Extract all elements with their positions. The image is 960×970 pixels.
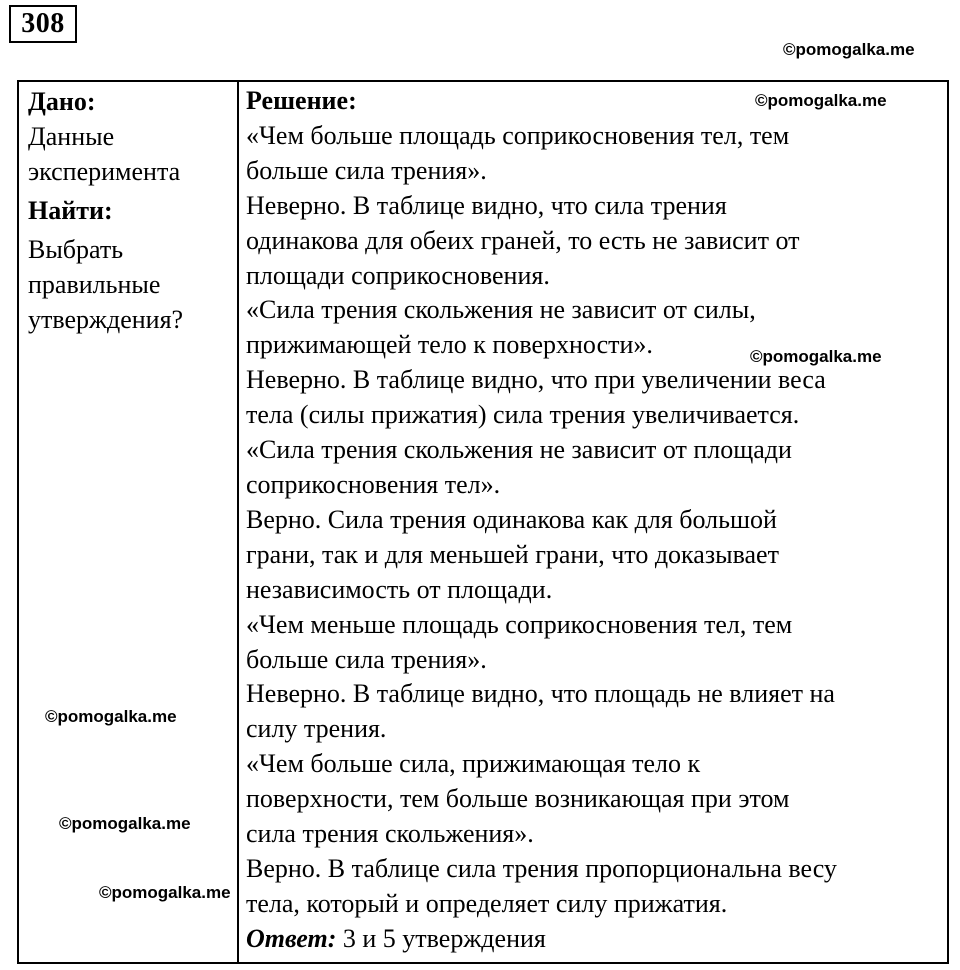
solution-line: «Сила трения скольжения не зависит от силы, [246,295,756,325]
solution-line: грани, так и для меньшей грани, что доказывает [246,539,779,569]
solution-line: Верно. В таблице сила трения пропорциональна весу [246,853,837,883]
solution-line: «Чем больше площадь соприкосновения тел, тем [246,120,790,150]
solution-line: независимость от площади. [246,574,553,604]
solution-line: поверхности, тем больше возникающая при этом [246,784,790,814]
solution-line: сила трения скольжения». [246,819,534,849]
solution-line: Неверно. В таблице видно, что площадь не влияет на [246,679,835,709]
given-heading: Дано: [28,87,96,116]
watermark: ©pomogalka.me [750,347,882,366]
solution-line: Неверно. В таблице видно, что сила трения [246,190,727,220]
solution-line: соприкосновения тел». [246,469,501,499]
solution-line: силу трения. [246,714,387,744]
find-heading: Найти: [28,196,113,225]
solution-line: больше сила трения». [246,644,487,674]
watermark: ©pomogalka.me [755,91,887,110]
find-text: Выбрать правильные утверждения? [28,235,184,334]
solution-line: «Сила трения скольжения не зависит от площади [246,435,792,465]
solution-line: «Чем больше сила, прижимающая тело к [246,749,701,779]
solution-line: тела (силы прижатия) сила трения увеличивается. [246,400,800,430]
column-divider [237,82,239,962]
given-text: Данные эксперимента [28,122,181,186]
solution-line: Неверно. В таблице видно, что при увеличении веса [246,365,826,395]
solution-column [246,84,946,957]
solution-line: тела, который и определяет силу прижатия. [246,888,728,918]
problem-number: 308 [9,5,77,43]
solution-line: прижимающей тело к поверхности». [246,330,653,360]
solution-line: больше сила трения». [246,155,487,185]
solution-line: одинакова для обеих граней, то есть не зависит от [246,225,800,255]
solution-line: «Чем меньше площадь соприкосновения тел, тем [246,609,793,639]
given-find-column [28,84,233,337]
watermark: ©pomogalka.me [45,707,177,726]
watermark: ©pomogalka.me [59,814,191,833]
solution-line: Верно. Сила трения одинакова как для большой [246,504,777,534]
watermark: ©pomogalka.me [783,40,915,59]
answer-label: Ответ: [246,923,337,953]
solution-line: площади соприкосновения. [246,260,550,290]
answer-text: 3 и 5 утверждения [336,923,546,953]
solution-heading: Решение: [246,86,357,115]
watermark: ©pomogalka.me [99,883,231,902]
answer-line [246,922,946,957]
